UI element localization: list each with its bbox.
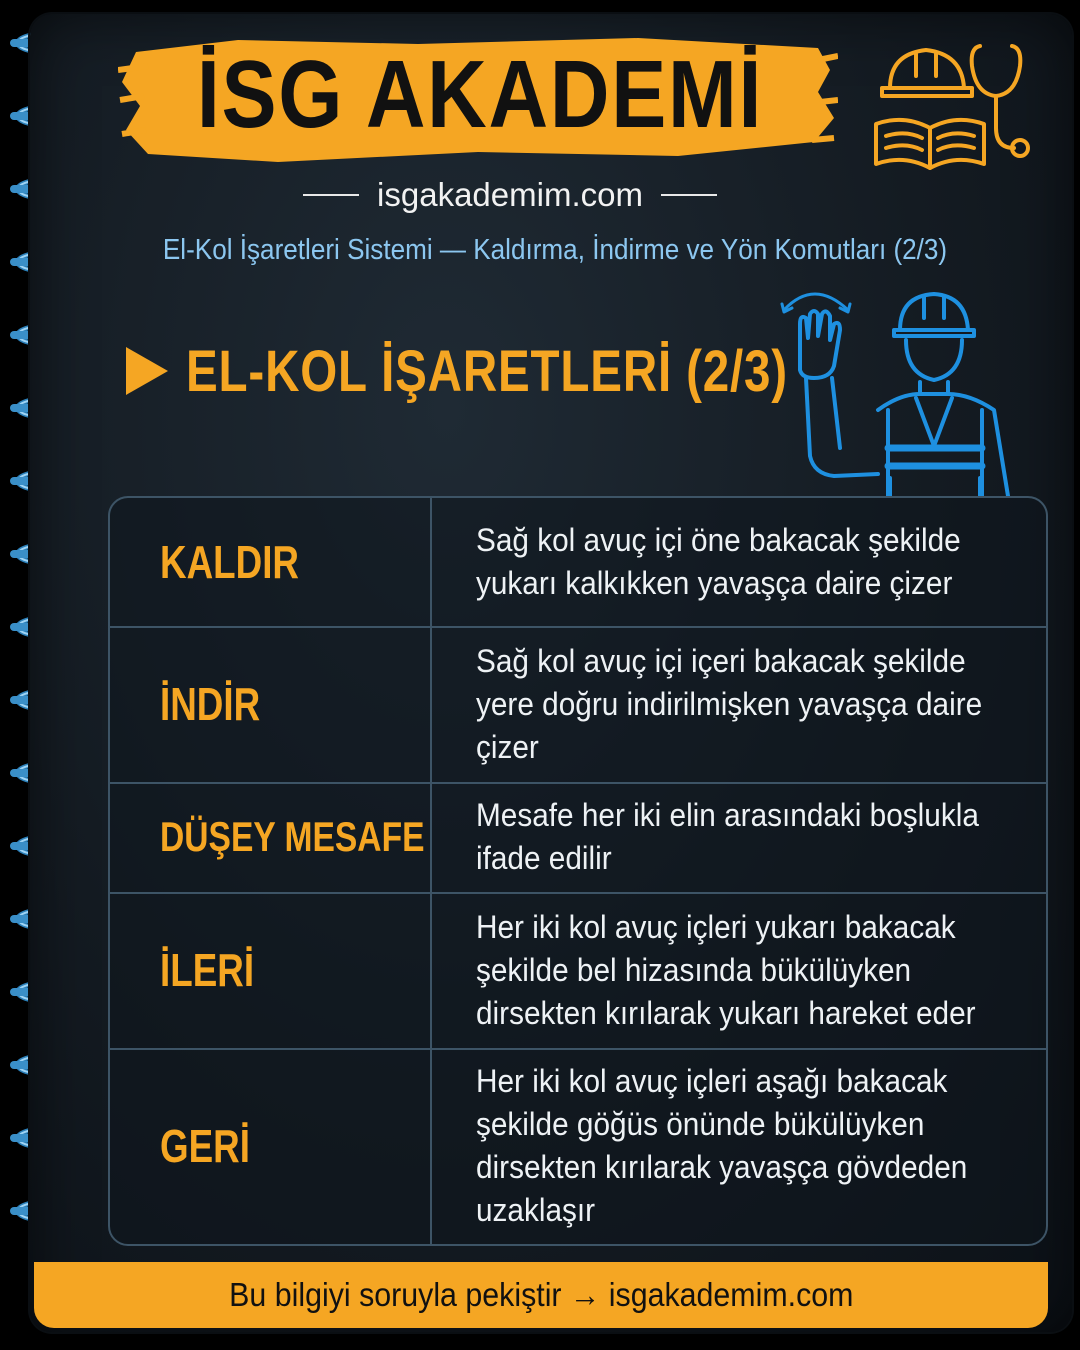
divider [303,194,359,196]
signal-description-cell [476,782,1036,892]
signal-label: DÜŞEY MESAFE [160,813,425,860]
signal-label: KALDIR [160,536,300,588]
signal-description-cell [476,892,1036,1048]
signal-description-cell [476,626,1036,782]
website-line [300,174,720,216]
signal-label-cell [110,892,432,1048]
signal-description: Her iki kol avuç içleri aşağı bakacak şekilde göğüs önünde bükülüyken dirsekten kırılarak yavaşça gövdeden uzaklaşır [476,1063,968,1228]
table-row [110,782,1046,894]
hard-hat-icon [882,50,972,96]
signal-description-cell [476,498,1036,626]
footer-text: Bu bilgiyi soruyla pekiştir → isgakademim.com [228,1276,854,1313]
signal-label: İLERİ [160,944,255,996]
brand-title: İSG AKADEMİ [196,41,764,148]
signal-description: Her iki kol avuç içleri yukarı bakacak şekilde bel hizasında bükülüyken dirsekten kırılarak yukarı hareket eder [476,908,976,1031]
signalling-worker-icon [770,278,1030,498]
signal-label: GERİ [160,1120,250,1172]
footer-banner[interactable] [34,1262,1048,1328]
table-row [110,1048,1046,1244]
signal-label-cell [110,626,432,782]
signal-label-cell [110,782,432,892]
stethoscope-icon [972,46,1028,156]
website-url: isgakademim.com [377,176,643,213]
signals-table [108,496,1048,1246]
table-row [110,498,1046,628]
play-triangle-icon [126,347,168,395]
safety-health-icons [868,36,1033,171]
open-book-icon [876,120,984,168]
signal-label-cell [110,1048,432,1244]
page-subtitle: El-Kol İşaretleri Sistemi — Kaldırma, İndirme ve Yön Komutları (2/3) [162,234,948,266]
signal-description: Sağ kol avuç içi öne bakacak şekilde yukarı kalkıkken yavaşça daire çizer [476,522,961,601]
signal-description-cell [476,1048,1036,1244]
signal-description: Sağ kol avuç içi içeri bakacak şekilde yere doğru indirilmişken yavaşça daire çizer [476,642,983,765]
section-title: EL-KOL İŞARETLERİ (2/3) [186,338,788,404]
table-row [110,626,1046,784]
divider [661,194,717,196]
signal-label: İNDİR [160,678,261,730]
signal-label-cell [110,498,432,626]
signal-description: Mesafe her iki elin arasındaki boşlukla ifade edilir [476,797,979,876]
table-row [110,892,1046,1050]
